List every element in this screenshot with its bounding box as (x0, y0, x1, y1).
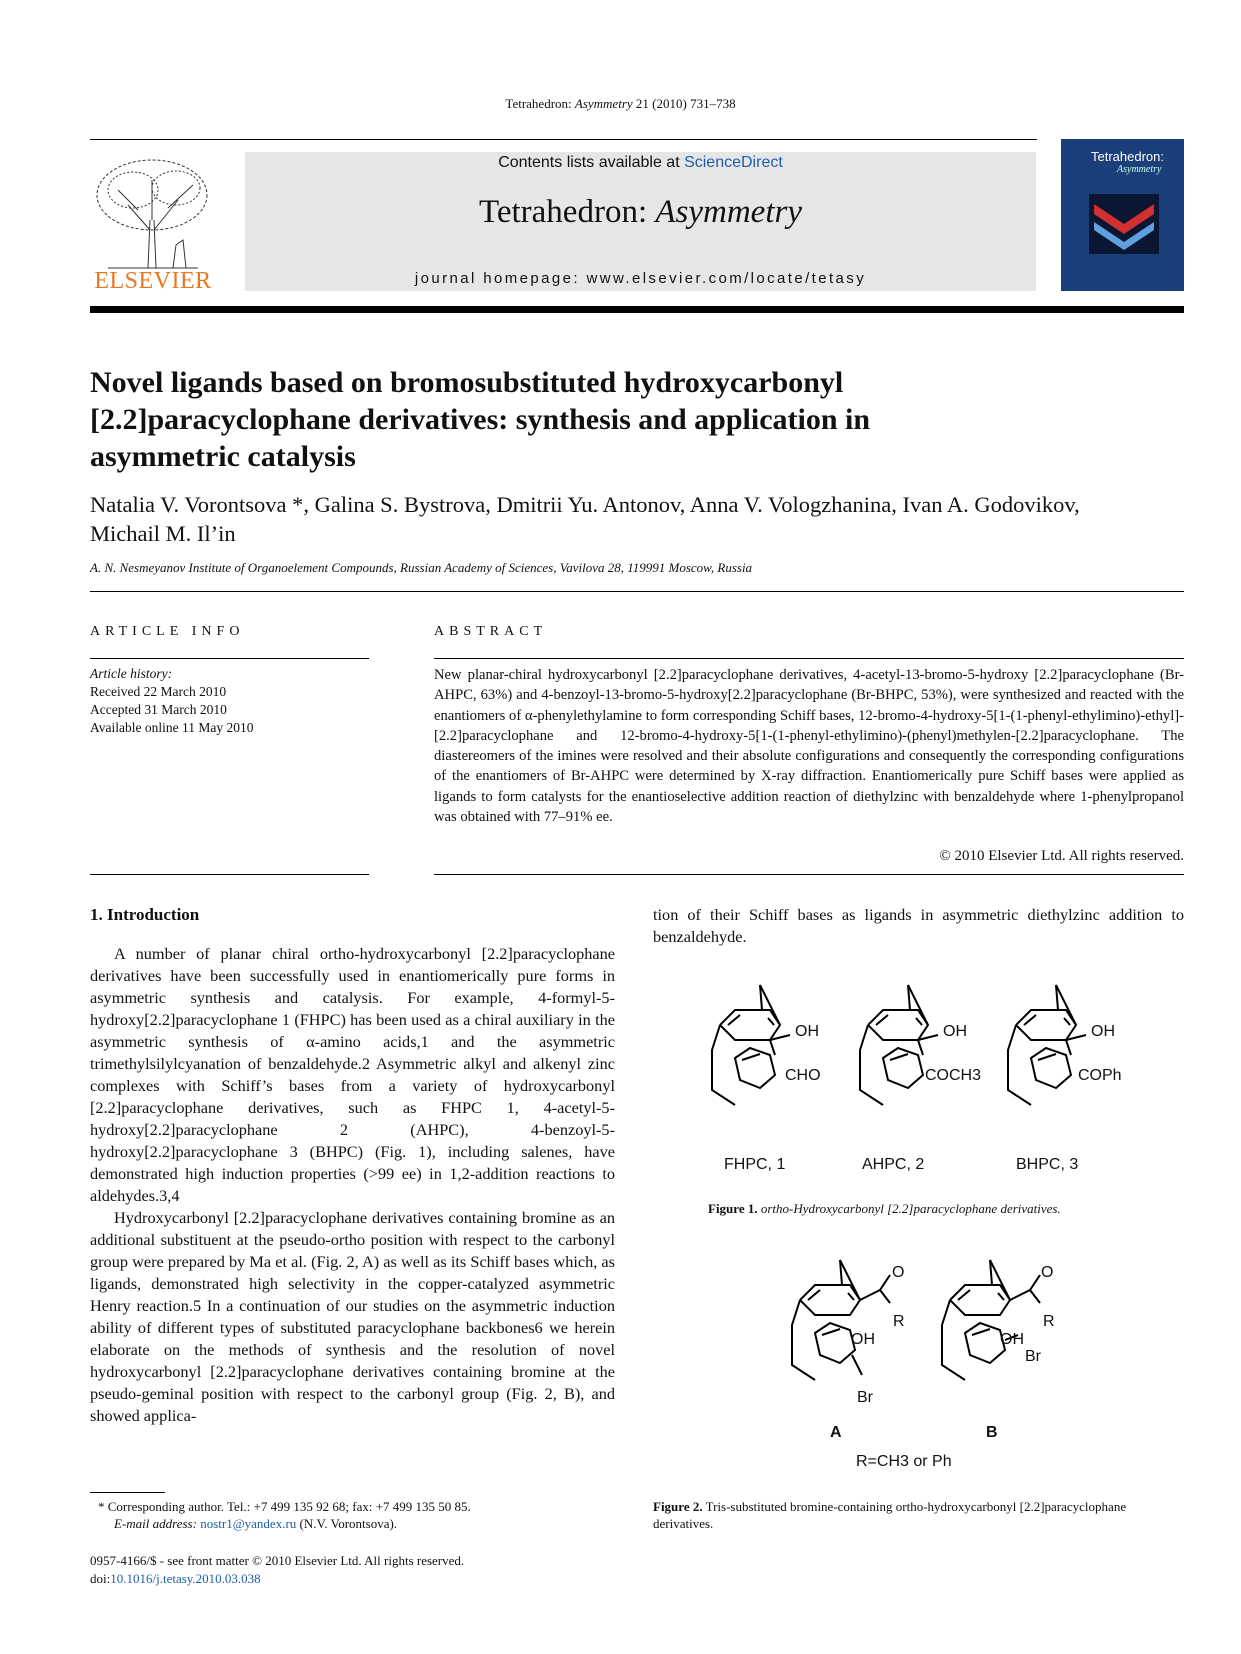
r-definition: R=CH3 or Ph (856, 1453, 952, 1470)
fhpc-group-label: CHO (785, 1067, 821, 1084)
running-head: Tetrahedron: Asymmetry 21 (2010) 731–738 (505, 96, 736, 111)
article-title: Novel ligands based on bromosubstituted hydroxycarbonyl [2.2]paracyclophane derivatives: synthesis and application in asymmetric catalysis (90, 366, 871, 473)
publisher-name: ELSEVIER (94, 268, 212, 294)
cover-subtitle: Asymmetry (1117, 164, 1162, 175)
a-r-label: R (893, 1313, 905, 1330)
info-rule-bottom (90, 874, 369, 875)
doi-line: doi:10.1016/j.tetasy.2010.03.038 (90, 1571, 261, 1586)
ahpc-oh-label: OH (943, 1023, 967, 1040)
b-br-label: Br (1025, 1348, 1041, 1365)
bhpc-oh-label: OH (1091, 1023, 1115, 1040)
authors-line-2: Michail M. Il’in (90, 521, 236, 546)
cover-title: Tetrahedron: (1091, 149, 1164, 164)
intro-continuation (653, 904, 1184, 948)
structure-b-label: B (986, 1424, 998, 1441)
fhpc-oh-label: OH (795, 1023, 819, 1040)
accepted-date: Accepted 31 March 2010 (90, 702, 227, 717)
abstract-copyright: © 2010 Elsevier Ltd. All rights reserved. (939, 848, 1184, 864)
history-label: Article history: (90, 666, 173, 681)
a-oxygen-label: O (892, 1264, 905, 1281)
ahpc-group-label: COCH3 (925, 1067, 982, 1084)
received-date: Received 22 March 2010 (90, 684, 227, 699)
bhpc-structure (1008, 985, 1086, 1105)
abstract-rule-top (434, 658, 1184, 659)
affiliation-rule (90, 591, 1184, 592)
footnote-email-line: E-mail address: nostr1@yandex.ru (N.V. Vorontsova). (114, 1516, 398, 1531)
author-list (90, 490, 1190, 548)
b-oxygen-label: O (1041, 1264, 1054, 1281)
b-r-label: R (1043, 1313, 1055, 1330)
ahpc-structure (860, 985, 938, 1105)
abstract-heading: ABSTRACT (434, 624, 548, 639)
header-rule (90, 139, 1037, 140)
intro-paragraph-2: Hydroxycarbonyl [2.2]paracyclophane derivatives containing bromine as an additional substituent at the pseudo-ortho position with respect to the carbonyl group were prepared by Ma et al. (Fig. 2, A) as well as its Schiff bases which, as ligands, demonstrated high selectivity in the copper-catalyzed asymmetric Henry reaction.5 In a continuation of our studies on the asymmetric induction ability of different types of substituted paracyclophane backbones6 we herein elaborate on the methods of synthesis and the resolution of novel hydroxycarbonyl [2.2]paracyclophane derivatives containing bromine at the pseudo-geminal position with respect to the carbonyl group (Fig. 2, B), and showed applica- (90, 1208, 615, 1425)
intro-paragraph-1: A number of planar chiral ortho-hydroxycarbonyl [2.2]paracyclophane derivatives have been successfully used in enantiomerically pure forms in asymmetric synthesis and catalysis. For example, 4-formyl-5-hydroxy[2.2]paracyclophane 1 (FHPC) has been used as a chiral auxiliary in the asymmetric synthesis of α-amino acids,1 and the asymmetric trimethylsilylcyanation of benzaldehyde.2 Asymmetric alkyl and alkenyl zinc complexes with Schiff’s bases from a variety of hydroxycarbonyl [2.2]paracyclophane derivatives, such as FHPC 1, 4-acetyl-5-hydroxy[2.2]paracyclophane 2 (AHPC), 4-benzoyl-5-hydroxy[2.2]paracyclophane 3 (BHPC) (Fig. 1), including salenes, have demonstrated high induction properties (>99 ee) in 1,2-addition reactions to aldehydes.3,4 (90, 944, 615, 1205)
masthead-rule (90, 306, 1184, 313)
figure-2-caption: Figure 2. Tris-substituted bromine-containing ortho-hydroxycarbonyl [2.2]paracyclophane derivatives. (653, 1499, 1127, 1531)
affiliation: A. N. Nesmeyanov Institute of Organoelement Compounds, Russian Academy of Sciences, Vavilova 28, 119991 Moscow, Russia (90, 560, 753, 575)
info-rule-top (90, 658, 369, 659)
ahpc-compound-label: AHPC, 2 (862, 1156, 925, 1173)
footnote-contact: * Corresponding author. Tel.: +7 499 135 92 68; fax: +7 499 135 50 85. (98, 1499, 471, 1514)
cover-art (1089, 194, 1159, 254)
introduction-heading: 1. Introduction (90, 905, 200, 924)
figure-1-caption: Figure 1. ortho-Hydroxycarbonyl [2.2]paracyclophane derivatives. (708, 1201, 1061, 1216)
contents-line: Contents lists available at ScienceDirect (498, 154, 783, 171)
journal-cover-image (1061, 139, 1184, 291)
structure-a (792, 1260, 890, 1380)
structure-a-label: A (830, 1424, 842, 1441)
doi-link[interactable]: 10.1016/j.tetasy.2010.03.038 (110, 1571, 261, 1586)
journal-banner (245, 152, 1036, 291)
online-date: Available online 11 May 2010 (90, 720, 254, 735)
sciencedirect-link[interactable]: ScienceDirect (684, 154, 783, 171)
footnote-rule (90, 1492, 165, 1493)
article-info-heading: ARTICLE INFO (90, 624, 245, 639)
corresponding-author-note (98, 1498, 471, 1532)
a-oh-label: OH (851, 1331, 875, 1348)
bhpc-group-label: COPh (1078, 1067, 1122, 1084)
journal-homepage[interactable]: journal homepage: www.elsevier.com/locate/tetasy (414, 270, 867, 287)
fhpc-structure (712, 985, 790, 1105)
email-link[interactable]: nostr1@yandex.ru (200, 1516, 297, 1531)
article-history (90, 665, 253, 737)
b-oh-label: OH (1000, 1331, 1024, 1348)
authors-line-1: Natalia V. Vorontsova *, Galina S. Bystrova, Dmitrii Yu. Antonov, Anna V. Vologzhanina, Ivan A. Godovikov, (90, 492, 1080, 517)
abstract-text: New planar-chiral hydroxycarbonyl [2.2]paracyclophane derivatives, 4-acetyl-13-bromo-5-hydroxy [2.2]paracyclophane (Br-AHPC, 63%) and 4-benzoyl-13-bromo-5-hydroxy[2.2]paracyclophane (Br-BHPC, 53%), were synthesized and reacted with the enantiomers of α-phenylethylamine to form corresponding Schiff bases, 12-bromo-4-hydroxy-5[1-(1-phenyl-ethylimino)-ethyl]-[2.2]paracyclophane and 12-bromo-4-hydroxy-5[1-(1-phenyl-ethylimino)-(phenyl)methylen-[2.2]paracyclophane. The diastereomers of the imines were resolved and their absolute configurations and consequently the corresponding configurations of the enantiomers of Br-AHPC were determined by X-ray diffraction. Enantiomerically pure Schiff bases were applied as ligands to form catalysts for the enantioselective addition reaction of diethylzinc with benzaldehyde where 1-phenylpropanol was obtained with 77–91% ee. (434, 667, 1184, 826)
issn-line: 0957-4166/$ - see front matter © 2010 Elsevier Ltd. All rights reserved. (90, 1553, 465, 1568)
fhpc-compound-label: FHPC, 1 (724, 1156, 786, 1173)
introduction-body (90, 943, 615, 1427)
journal-title: Tetrahedron: Asymmetry (479, 194, 802, 230)
bhpc-compound-label: BHPC, 3 (1016, 1156, 1079, 1173)
abstract-rule-bottom (434, 874, 1184, 875)
a-br-label: Br (857, 1389, 873, 1406)
intro-paragraph-3: tion of their Schiff bases as ligands in asymmetric diethylzinc addition to benzaldehyde. (653, 905, 1184, 946)
